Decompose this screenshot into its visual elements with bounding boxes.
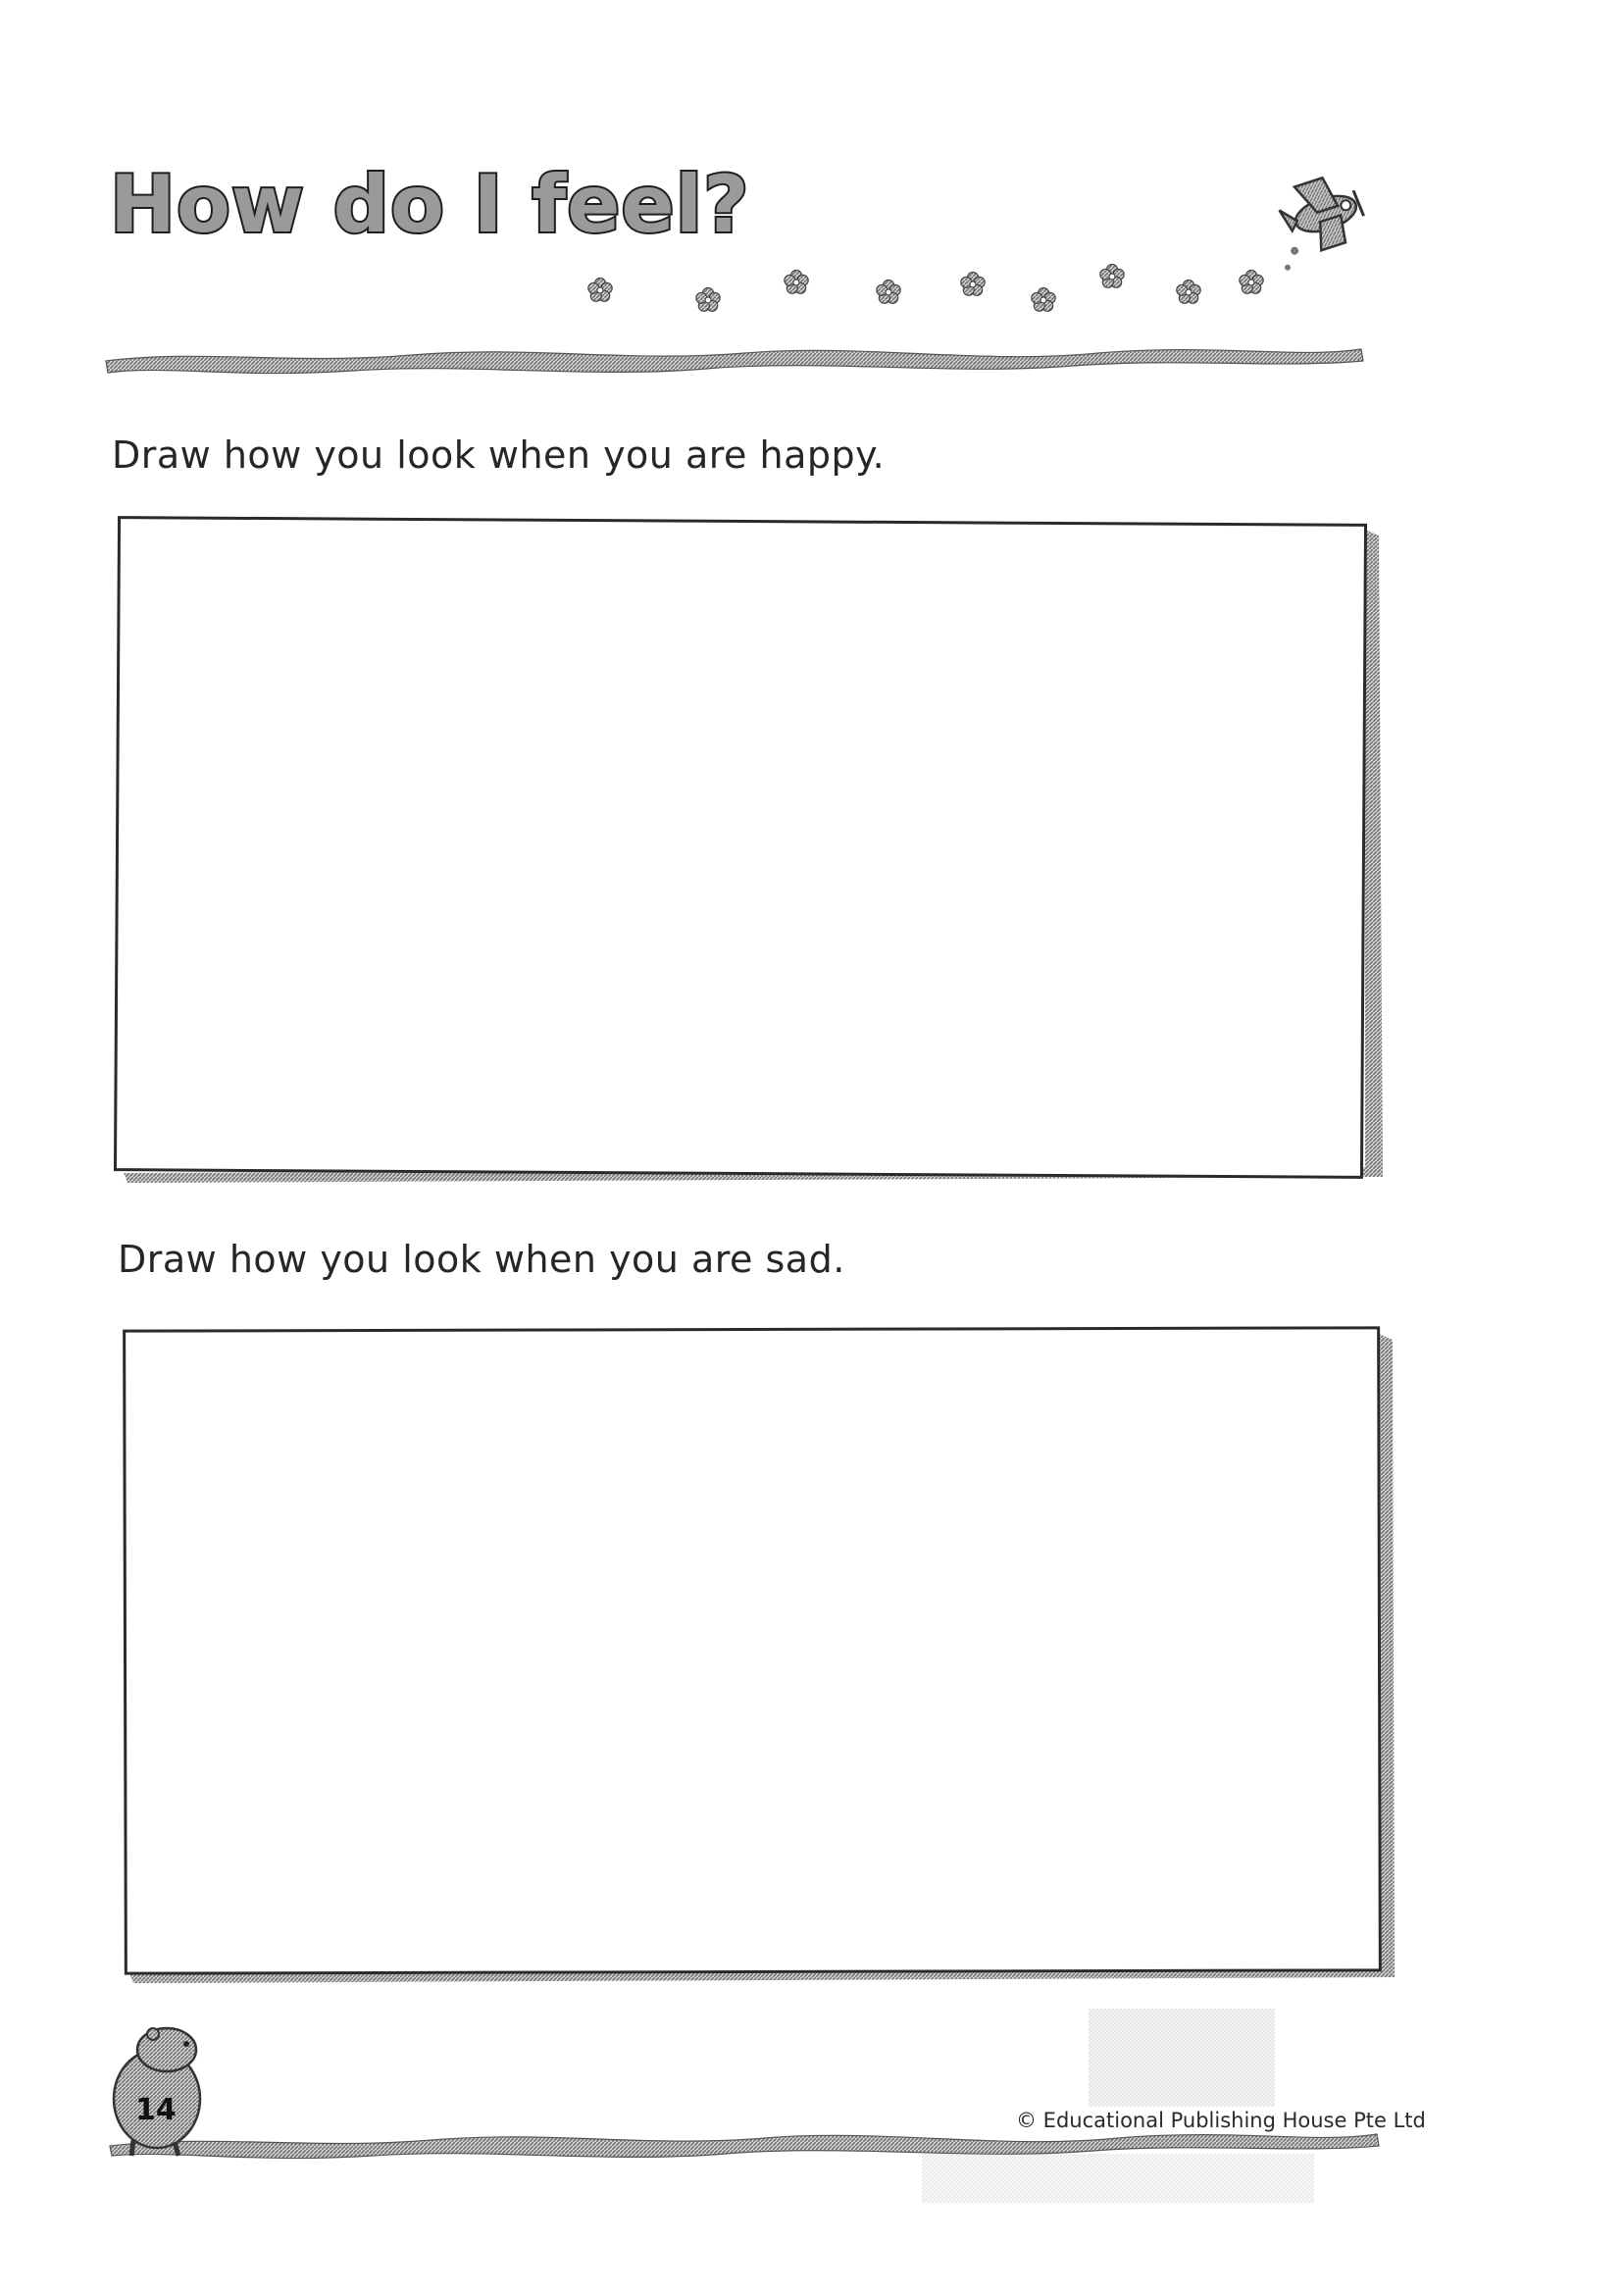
hippo-icon <box>114 2028 200 2156</box>
page-title: How do I feel? <box>110 159 750 250</box>
happy-prompt: Draw how you look when you are happy. <box>112 433 886 477</box>
airplane-icon <box>1262 170 1373 272</box>
happy-drawing-box[interactable] <box>114 516 1367 1179</box>
header-rule <box>106 349 1363 374</box>
flower-trail-icon <box>588 265 1263 312</box>
page-number: 14 <box>135 2093 177 2127</box>
sad-prompt: Draw how you look when you are sad. <box>118 1238 845 1281</box>
copyright-notice: © Educational Publishing House Pte Ltd <box>1016 2109 1426 2132</box>
speckle-texture <box>922 2009 1314 2203</box>
sad-drawing-box[interactable] <box>123 1326 1382 1974</box>
